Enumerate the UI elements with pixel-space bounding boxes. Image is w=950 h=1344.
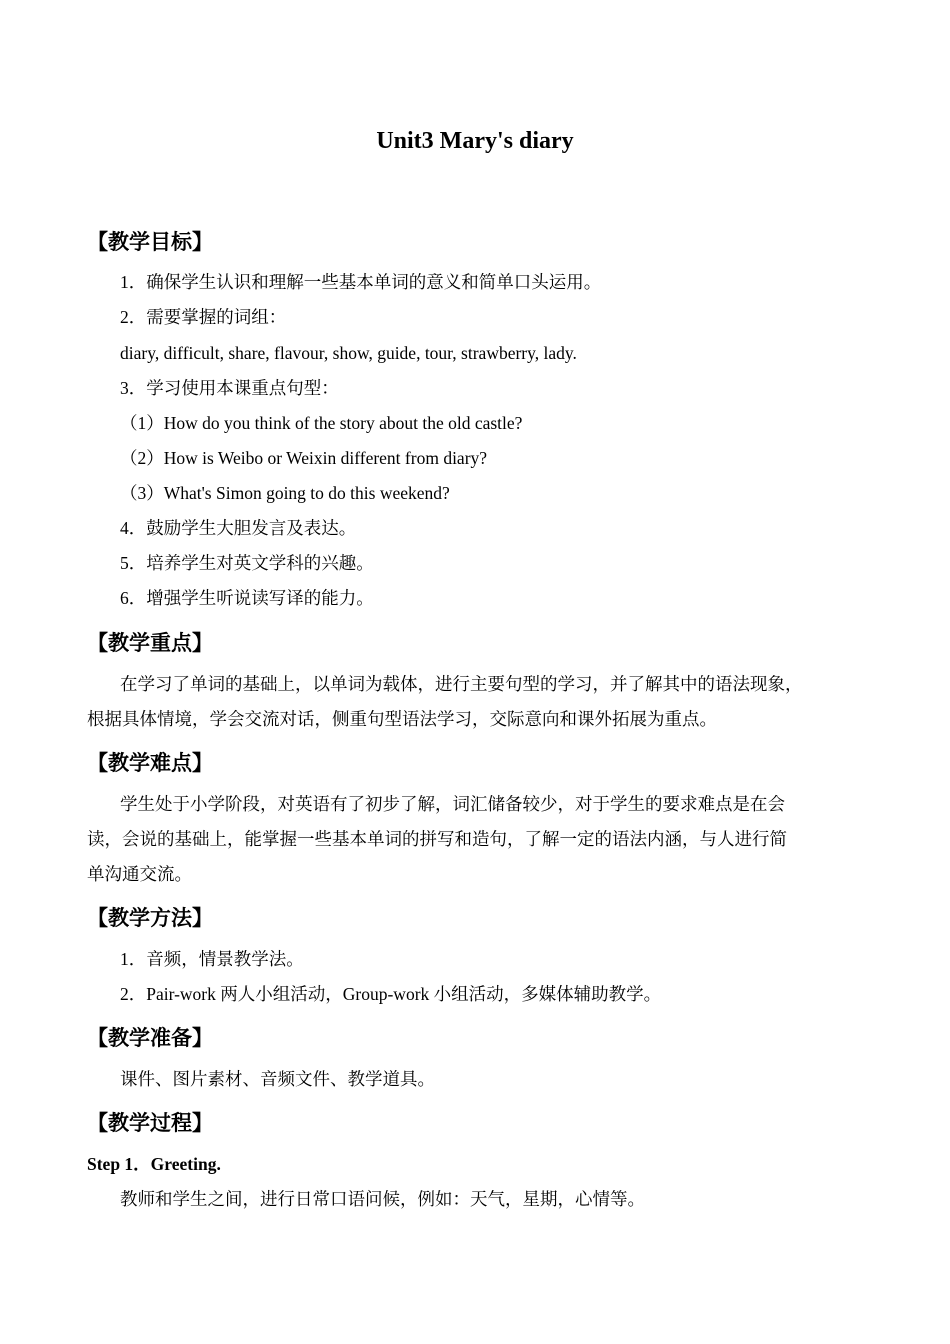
step-1-title: Step 1．Greeting. (87, 1154, 221, 1174)
difficulties-line: 单沟通交流。 (87, 864, 192, 884)
objective-item: 1．确保学生认识和理解一些基本单词的意义和简单口头运用。 (120, 272, 602, 292)
objectives-heading: 【教学目标】 (87, 230, 213, 254)
method-item: 1．音频，情景教学法。 (120, 949, 304, 969)
objective-item: 4．鼓励学生大胆发言及表达。 (120, 518, 357, 538)
preparation-heading: 【教学准备】 (87, 1026, 213, 1050)
key-points-heading: 【教学重点】 (87, 631, 213, 655)
process-heading: 【教学过程】 (87, 1111, 213, 1135)
preparation-text: 课件、图片素材、音频文件、教学道具。 (120, 1069, 435, 1089)
objective-item: 5．培养学生对英文学科的兴趣。 (120, 553, 374, 573)
method-item: 2．Pair-work 两人小组活动，Group-work 小组活动，多媒体辅助教学。 (120, 984, 662, 1004)
difficulties-line: 读，会说的基础上，能掌握一些基本单词的拼写和造句，了解一定的语法内涵，与人进行简 (87, 829, 787, 849)
document-title: Unit3 Mary's diary (376, 128, 574, 154)
objective-item: 6．增强学生听说读写译的能力。 (120, 588, 374, 608)
difficulties-heading: 【教学难点】 (87, 751, 213, 775)
objective-item: 2．需要掌握的词组： (120, 307, 287, 327)
key-points-line: 根据具体情境，学会交流对话，侧重句型语法学习，交际意向和课外拓展为重点。 (87, 709, 717, 729)
difficulties-line: 学生处于小学阶段，对英语有了初步了解，词汇储备较少，对于学生的要求难点是在会 (120, 794, 785, 814)
step-1-text: 教师和学生之间，进行日常口语问候，例如：天气，星期，心情等。 (120, 1189, 645, 1209)
key-points-line: 在学习了单词的基础上，以单词为载体，进行主要句型的学习，并了解其中的语法现象， (120, 674, 803, 694)
sentence-pattern: （3）What's Simon going to do this weekend? (120, 483, 450, 503)
sentence-pattern: （1）How do you think of the story about the old castle? (120, 413, 523, 433)
vocabulary-list: diary, difficult, share, flavour, show, guide, tour, strawberry, lady. (120, 343, 577, 363)
sentence-pattern: （2）How is Weibo or Weixin different from diary? (120, 448, 488, 468)
objective-item: 3．学习使用本课重点句型： (120, 378, 339, 398)
methods-heading: 【教学方法】 (87, 906, 213, 930)
